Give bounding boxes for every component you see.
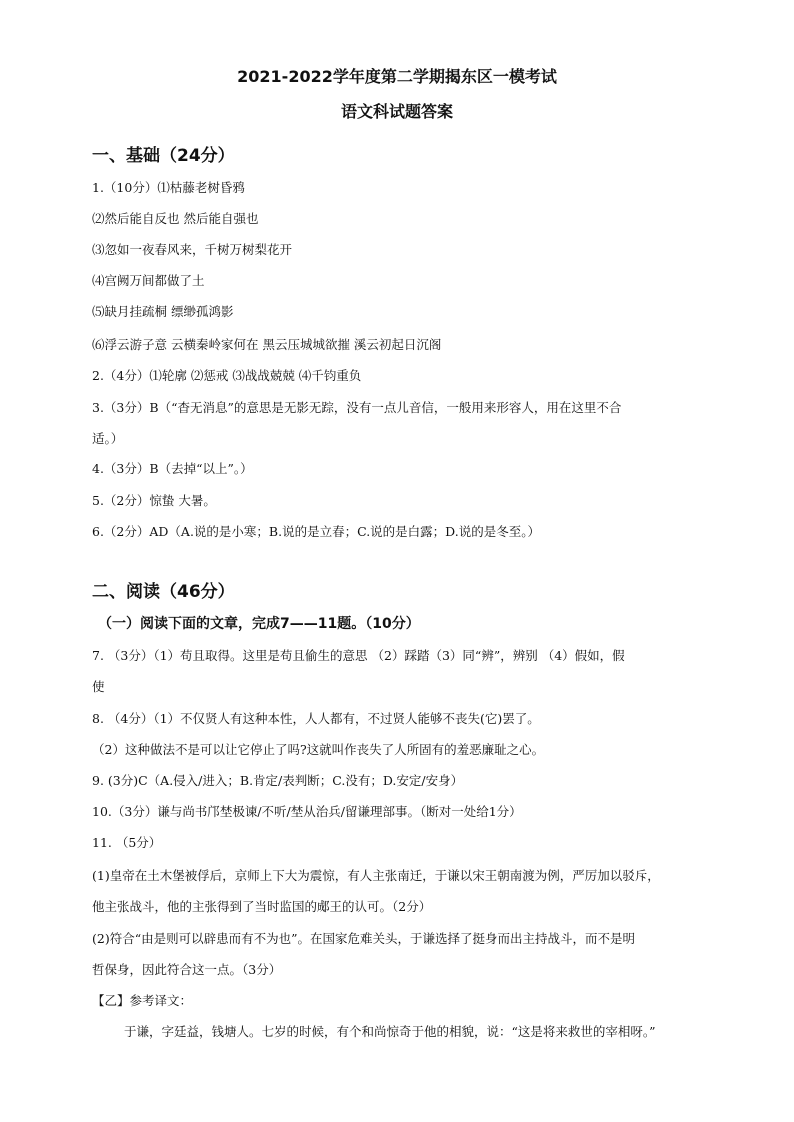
answer-line: 他主张战斗，他的主张得到了当时监国的郕王的认可。（2分） [92, 899, 432, 914]
answer-line: 4.（3分）B（去掉“以上”。） [92, 461, 253, 476]
answer-line: 1.（10分）⑴枯藤老树昏鸦 [92, 180, 245, 195]
section-heading-basics: 一、基础（24分） [92, 146, 235, 166]
section-heading-reading: 二、阅读（46分） [92, 582, 235, 602]
answer-line: ⑵然后能自反也 然后能自强也 [92, 211, 259, 226]
answer-line: ⑷宫阙万间都做了土 [92, 273, 205, 288]
answer-line: 11. （5分） [92, 835, 162, 850]
answer-line: ⑹浮云游子意 云横秦岭家何在 黑云压城城欲摧 溪云初起日沉阁 [92, 337, 442, 352]
answer-line: 8. （4分）（1）不仅贤人有这种本性，人人都有，不过贤人能够不丧失(它)罢了。 [92, 711, 540, 726]
answer-line: （2）这种做法不是可以让它停止了吗?这就叫作丧失了人所固有的羞恶廉耻之心。 [92, 742, 545, 757]
answer-line: 适。） [92, 431, 124, 446]
answer-line: 6.（2分）AD（A.说的是小寒；B.说的是立春；C.说的是白露；D.说的是冬至。） [92, 524, 540, 539]
answer-line: 2.（4分）⑴轮廓 ⑵惩戒 ⑶战战兢兢 ⑷千钧重负 [92, 368, 362, 383]
document-subtitle: 语文科试题答案 [340, 102, 453, 121]
document-title: 2021-2022学年度第二学期揭东区一模考试 [237, 67, 557, 86]
translation-text: 于谦，字廷益，钱塘人。七岁的时候，有个和尚惊奇于他的相貌，说：“这是将来救世的宰相呀。” [124, 1024, 656, 1039]
translation-label: 【乙】参考译文： [92, 993, 193, 1008]
answer-line: ⑸缺月挂疏桐 缥缈孤鸿影 [92, 304, 234, 319]
answer-line: 3.（3分）B（“杳无消息”的意思是无影无踪，没有一点儿音信，一般用来形容人，用在这里不合 [92, 400, 622, 415]
answer-line: ⑶忽如一夜春风来，千树万树梨花开 [92, 242, 293, 257]
answer-line: 哲保身，因此符合这一点。（3分） [92, 962, 282, 977]
answer-line: (2)符合“由是则可以辟患而有不为也”。在国家危难关头，于谦选择了挺身而出主持战斗，而不是明 [92, 931, 635, 946]
answer-line: 9. (3分)C（A.侵入/进入；B.肯定/表判断；C.没有；D.安定/安身） [92, 773, 464, 788]
subsection-heading: （一）阅读下面的文章，完成7——11题。（10分） [98, 616, 420, 632]
answer-line: 5.（2分）惊蛰 大暑。 [92, 493, 216, 508]
answer-line: 10.（3分）谦与尚书邝埜极谏/不听/埜从治兵/留谦理部事。（断对一处给1分） [92, 804, 522, 819]
answer-line: (1)皇帝在土木堡被俘后，京师上下大为震惊，有人主张南迁，于谦以宋王朝南渡为例，严厉加以驳斥， [92, 868, 660, 883]
answer-line: 使 [92, 679, 105, 694]
answer-line: 7. （3分）（1）苟且取得。这里是苟且偷生的意思 （2）踩踏（3）同“辨”，辨别 （4）假如，假 [92, 648, 625, 663]
